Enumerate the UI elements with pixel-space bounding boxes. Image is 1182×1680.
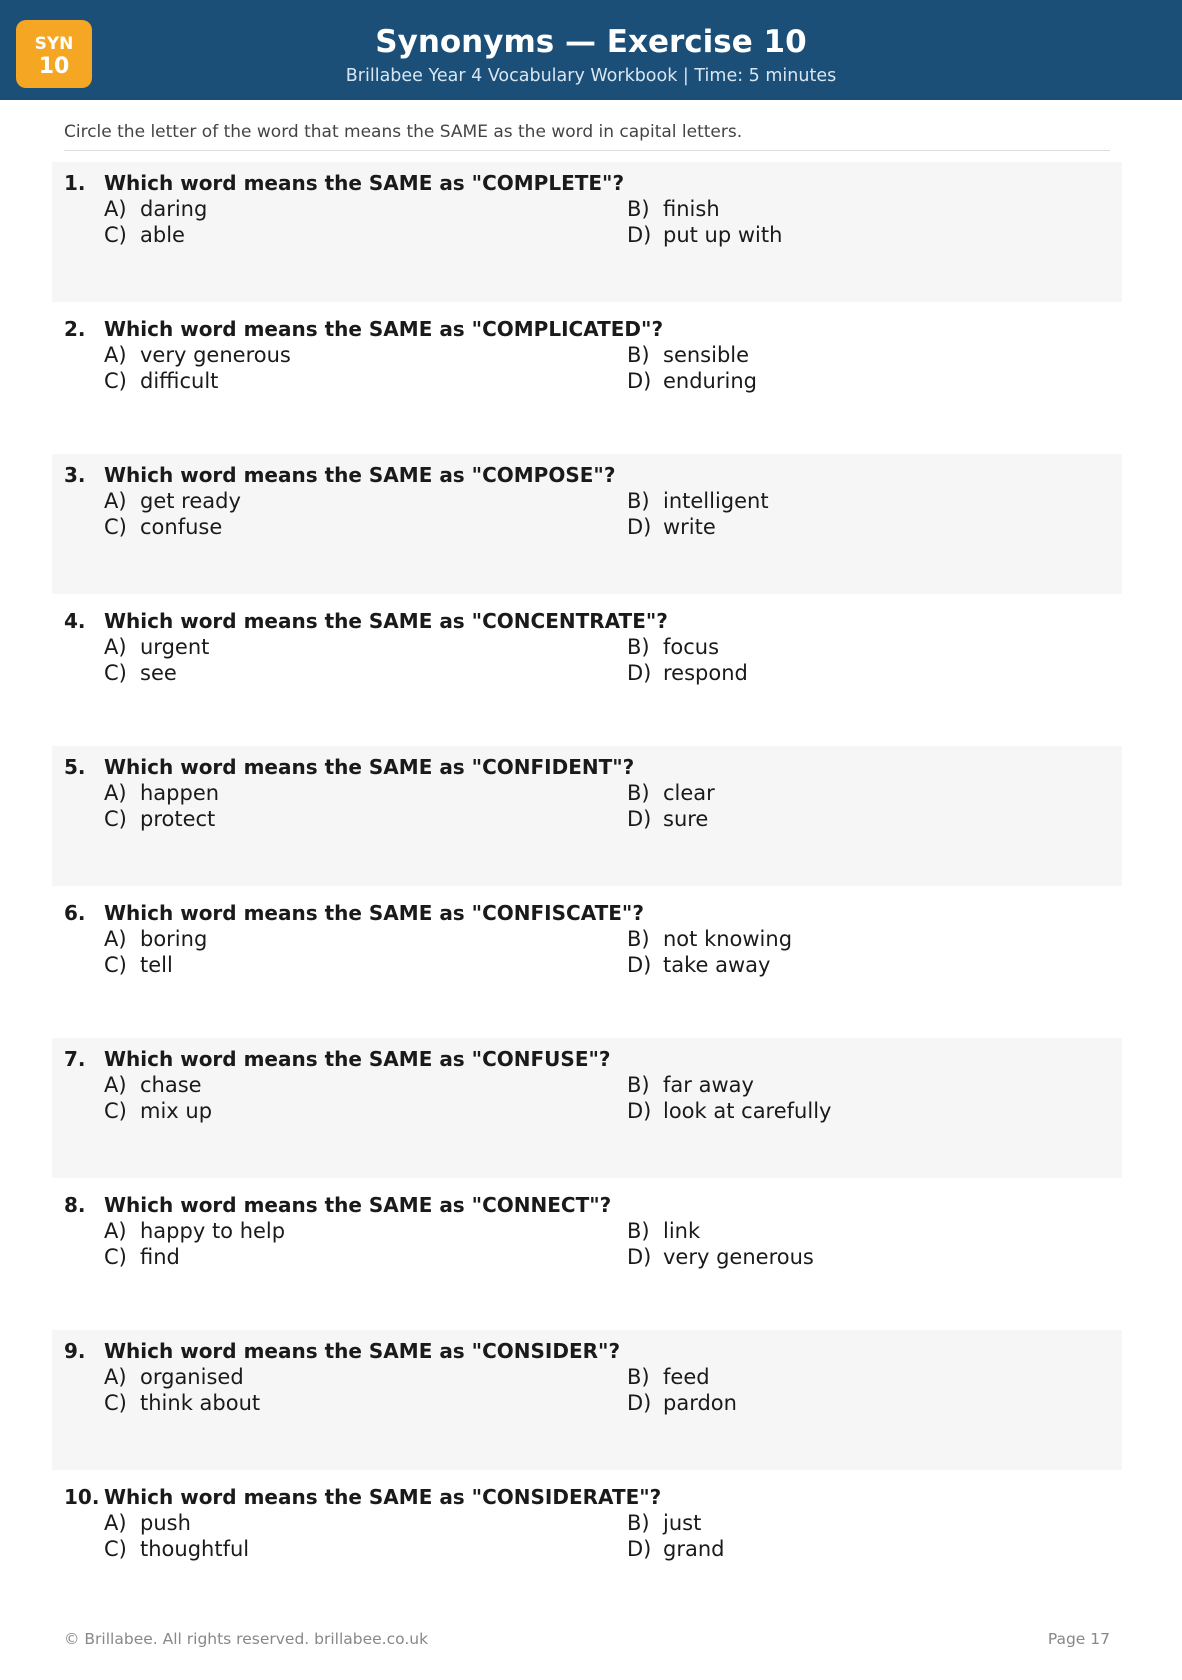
question-number: 2.: [64, 317, 86, 341]
option-a[interactable]: [104, 1218, 285, 1244]
option-letter: B): [627, 1219, 650, 1243]
option-letter: B): [627, 781, 650, 805]
option-b[interactable]: [627, 926, 792, 952]
option-text: daring: [140, 197, 208, 221]
option-letter: B): [627, 927, 650, 951]
option-a[interactable]: [104, 1364, 244, 1390]
option-d[interactable]: [627, 1098, 831, 1124]
option-b[interactable]: [627, 196, 720, 222]
option-text: take away: [663, 953, 771, 977]
option-text: pardon: [663, 1391, 737, 1415]
option-text: put up with: [663, 223, 783, 247]
option-b[interactable]: [627, 488, 769, 514]
option-text: difficult: [140, 369, 219, 393]
page-header: [0, 0, 1182, 100]
option-text: think about: [140, 1391, 261, 1415]
question-number: 4.: [64, 609, 86, 633]
option-c[interactable]: [104, 952, 173, 978]
question-number: 8.: [64, 1193, 86, 1217]
page-title: Synonyms — Exercise 10: [375, 24, 807, 60]
option-text: see: [140, 661, 177, 685]
option-text: able: [140, 223, 185, 247]
option-letter: A): [104, 197, 127, 221]
option-letter: D): [627, 515, 652, 539]
option-letter: D): [627, 661, 652, 685]
option-text: clear: [663, 781, 715, 805]
option-letter: A): [104, 343, 127, 367]
option-text: enduring: [663, 369, 757, 393]
option-letter: A): [104, 781, 127, 805]
question-item: [52, 746, 1122, 886]
option-letter: B): [627, 343, 650, 367]
option-letter: C): [104, 1245, 127, 1269]
option-text: very generous: [140, 343, 291, 367]
question-number: 5.: [64, 755, 86, 779]
option-letter: C): [104, 369, 127, 393]
option-d[interactable]: [627, 1244, 814, 1270]
option-c[interactable]: [104, 660, 177, 686]
option-text: mix up: [140, 1099, 213, 1123]
option-text: get ready: [140, 489, 241, 513]
option-text: find: [140, 1245, 180, 1269]
option-c[interactable]: [104, 1244, 180, 1270]
option-letter: C): [104, 1099, 127, 1123]
option-letter: C): [104, 807, 127, 831]
option-letter: D): [627, 1099, 652, 1123]
option-b[interactable]: [627, 780, 715, 806]
question-item: [52, 1476, 1122, 1616]
option-letter: B): [627, 635, 650, 659]
option-text: feed: [663, 1365, 710, 1389]
option-d[interactable]: [627, 222, 782, 248]
option-a[interactable]: [104, 196, 207, 222]
page-subtitle: Brillabee Year 4 Vocabulary Workbook | Time: 5 minutes: [345, 66, 837, 86]
question-number: 1.: [64, 171, 86, 195]
option-letter: D): [627, 1391, 652, 1415]
option-text: look at carefully: [663, 1099, 832, 1123]
option-text: just: [663, 1511, 702, 1535]
option-a[interactable]: [104, 488, 241, 514]
option-text: confuse: [140, 515, 223, 539]
option-d[interactable]: [627, 514, 716, 540]
question-text: Which word means the SAME as "COMPLETE"?: [104, 171, 625, 195]
option-letter: B): [627, 1511, 650, 1535]
question-item: [52, 1330, 1122, 1470]
option-text: very generous: [663, 1245, 814, 1269]
option-c[interactable]: [104, 1536, 249, 1562]
question-text: Which word means the SAME as "CONFUSE"?: [104, 1047, 611, 1071]
option-text: organised: [140, 1365, 244, 1389]
option-letter: C): [104, 661, 127, 685]
option-letter: D): [627, 223, 652, 247]
option-text: write: [663, 515, 716, 539]
question-number: 10.: [64, 1485, 100, 1509]
option-letter: D): [627, 1245, 652, 1269]
question-item: [52, 1184, 1122, 1324]
option-letter: A): [104, 1073, 127, 1097]
option-letter: C): [104, 1391, 127, 1415]
option-d[interactable]: [627, 1390, 737, 1416]
option-text: push: [140, 1511, 191, 1535]
option-text: protect: [140, 807, 216, 831]
option-c[interactable]: [104, 514, 222, 540]
option-d[interactable]: [627, 660, 748, 686]
option-text: link: [663, 1219, 701, 1243]
option-d[interactable]: [627, 806, 708, 832]
question-text: Which word means the SAME as "CONCENTRATE"?: [104, 609, 668, 633]
option-text: finish: [663, 197, 720, 221]
question-number: 6.: [64, 901, 86, 925]
option-letter: C): [104, 1537, 127, 1561]
option-letter: B): [627, 197, 650, 221]
option-text: happy to help: [140, 1219, 286, 1243]
option-letter: D): [627, 369, 652, 393]
option-letter: A): [104, 635, 127, 659]
option-text: not knowing: [663, 927, 793, 951]
badge-number: 10: [38, 54, 70, 79]
option-text: far away: [663, 1073, 754, 1097]
option-letter: C): [104, 515, 127, 539]
option-c[interactable]: [104, 222, 185, 248]
option-b[interactable]: [627, 1510, 701, 1536]
option-b[interactable]: [627, 1218, 700, 1244]
option-b[interactable]: [627, 342, 749, 368]
question-item: [52, 892, 1122, 1032]
question-text: Which word means the SAME as "CONNECT"?: [104, 1193, 612, 1217]
option-c[interactable]: [104, 1390, 260, 1416]
question-text: Which word means the SAME as "CONSIDERATE"?: [104, 1485, 662, 1509]
option-letter: D): [627, 1537, 652, 1561]
question-text: Which word means the SAME as "COMPLICATED"?: [104, 317, 664, 341]
option-text: thoughtful: [140, 1537, 250, 1561]
question-text: Which word means the SAME as "CONFIDENT"?: [104, 755, 635, 779]
option-text: respond: [663, 661, 748, 685]
option-a[interactable]: [104, 634, 209, 660]
option-letter: A): [104, 1365, 127, 1389]
question-number: 3.: [64, 463, 86, 487]
footer-copyright: © Brillabee. All rights reserved. brillabee.co.uk: [64, 1630, 429, 1648]
option-c[interactable]: [104, 1098, 212, 1124]
option-text: sure: [663, 807, 709, 831]
option-text: chase: [140, 1073, 202, 1097]
instructions: Circle the letter of the word that means the SAME as the word in capital letters.: [64, 120, 1110, 151]
question-number: 7.: [64, 1047, 86, 1071]
option-text: sensible: [663, 343, 750, 367]
option-letter: D): [627, 953, 652, 977]
option-letter: B): [627, 1073, 650, 1097]
option-text: boring: [140, 927, 208, 951]
option-letter: A): [104, 489, 127, 513]
option-text: happen: [140, 781, 220, 805]
question-number: 9.: [64, 1339, 86, 1363]
option-text: grand: [663, 1537, 725, 1561]
option-letter: B): [627, 1365, 650, 1389]
option-b[interactable]: [627, 634, 719, 660]
option-letter: A): [104, 1511, 127, 1535]
question-text: Which word means the SAME as "CONFISCATE"?: [104, 901, 644, 925]
question-item: [52, 454, 1122, 594]
option-c[interactable]: [104, 368, 218, 394]
question-item: [52, 308, 1122, 448]
option-letter: A): [104, 1219, 127, 1243]
option-text: focus: [663, 635, 720, 659]
option-d[interactable]: [627, 368, 757, 394]
option-letter: C): [104, 223, 127, 247]
option-d[interactable]: [627, 952, 770, 978]
question-item: [52, 600, 1122, 740]
option-letter: D): [627, 807, 652, 831]
option-a[interactable]: [104, 1072, 202, 1098]
option-d[interactable]: [627, 1536, 724, 1562]
option-b[interactable]: [627, 1072, 754, 1098]
question-text: Which word means the SAME as "COMPOSE"?: [104, 463, 616, 487]
question-item: [52, 1038, 1122, 1178]
option-text: intelligent: [663, 489, 769, 513]
footer-page-number: Page 17: [1047, 1630, 1110, 1648]
option-text: tell: [140, 953, 173, 977]
option-letter: B): [627, 489, 650, 513]
option-c[interactable]: [104, 806, 215, 832]
question-item: [52, 162, 1122, 302]
option-a[interactable]: [104, 342, 291, 368]
option-a[interactable]: [104, 780, 219, 806]
option-b[interactable]: [627, 1364, 710, 1390]
option-a[interactable]: [104, 926, 207, 952]
question-text: Which word means the SAME as "CONSIDER"?: [104, 1339, 621, 1363]
option-a[interactable]: [104, 1510, 191, 1536]
option-text: urgent: [140, 635, 210, 659]
badge-code: SYN: [34, 34, 74, 54]
option-letter: C): [104, 953, 127, 977]
option-letter: A): [104, 927, 127, 951]
